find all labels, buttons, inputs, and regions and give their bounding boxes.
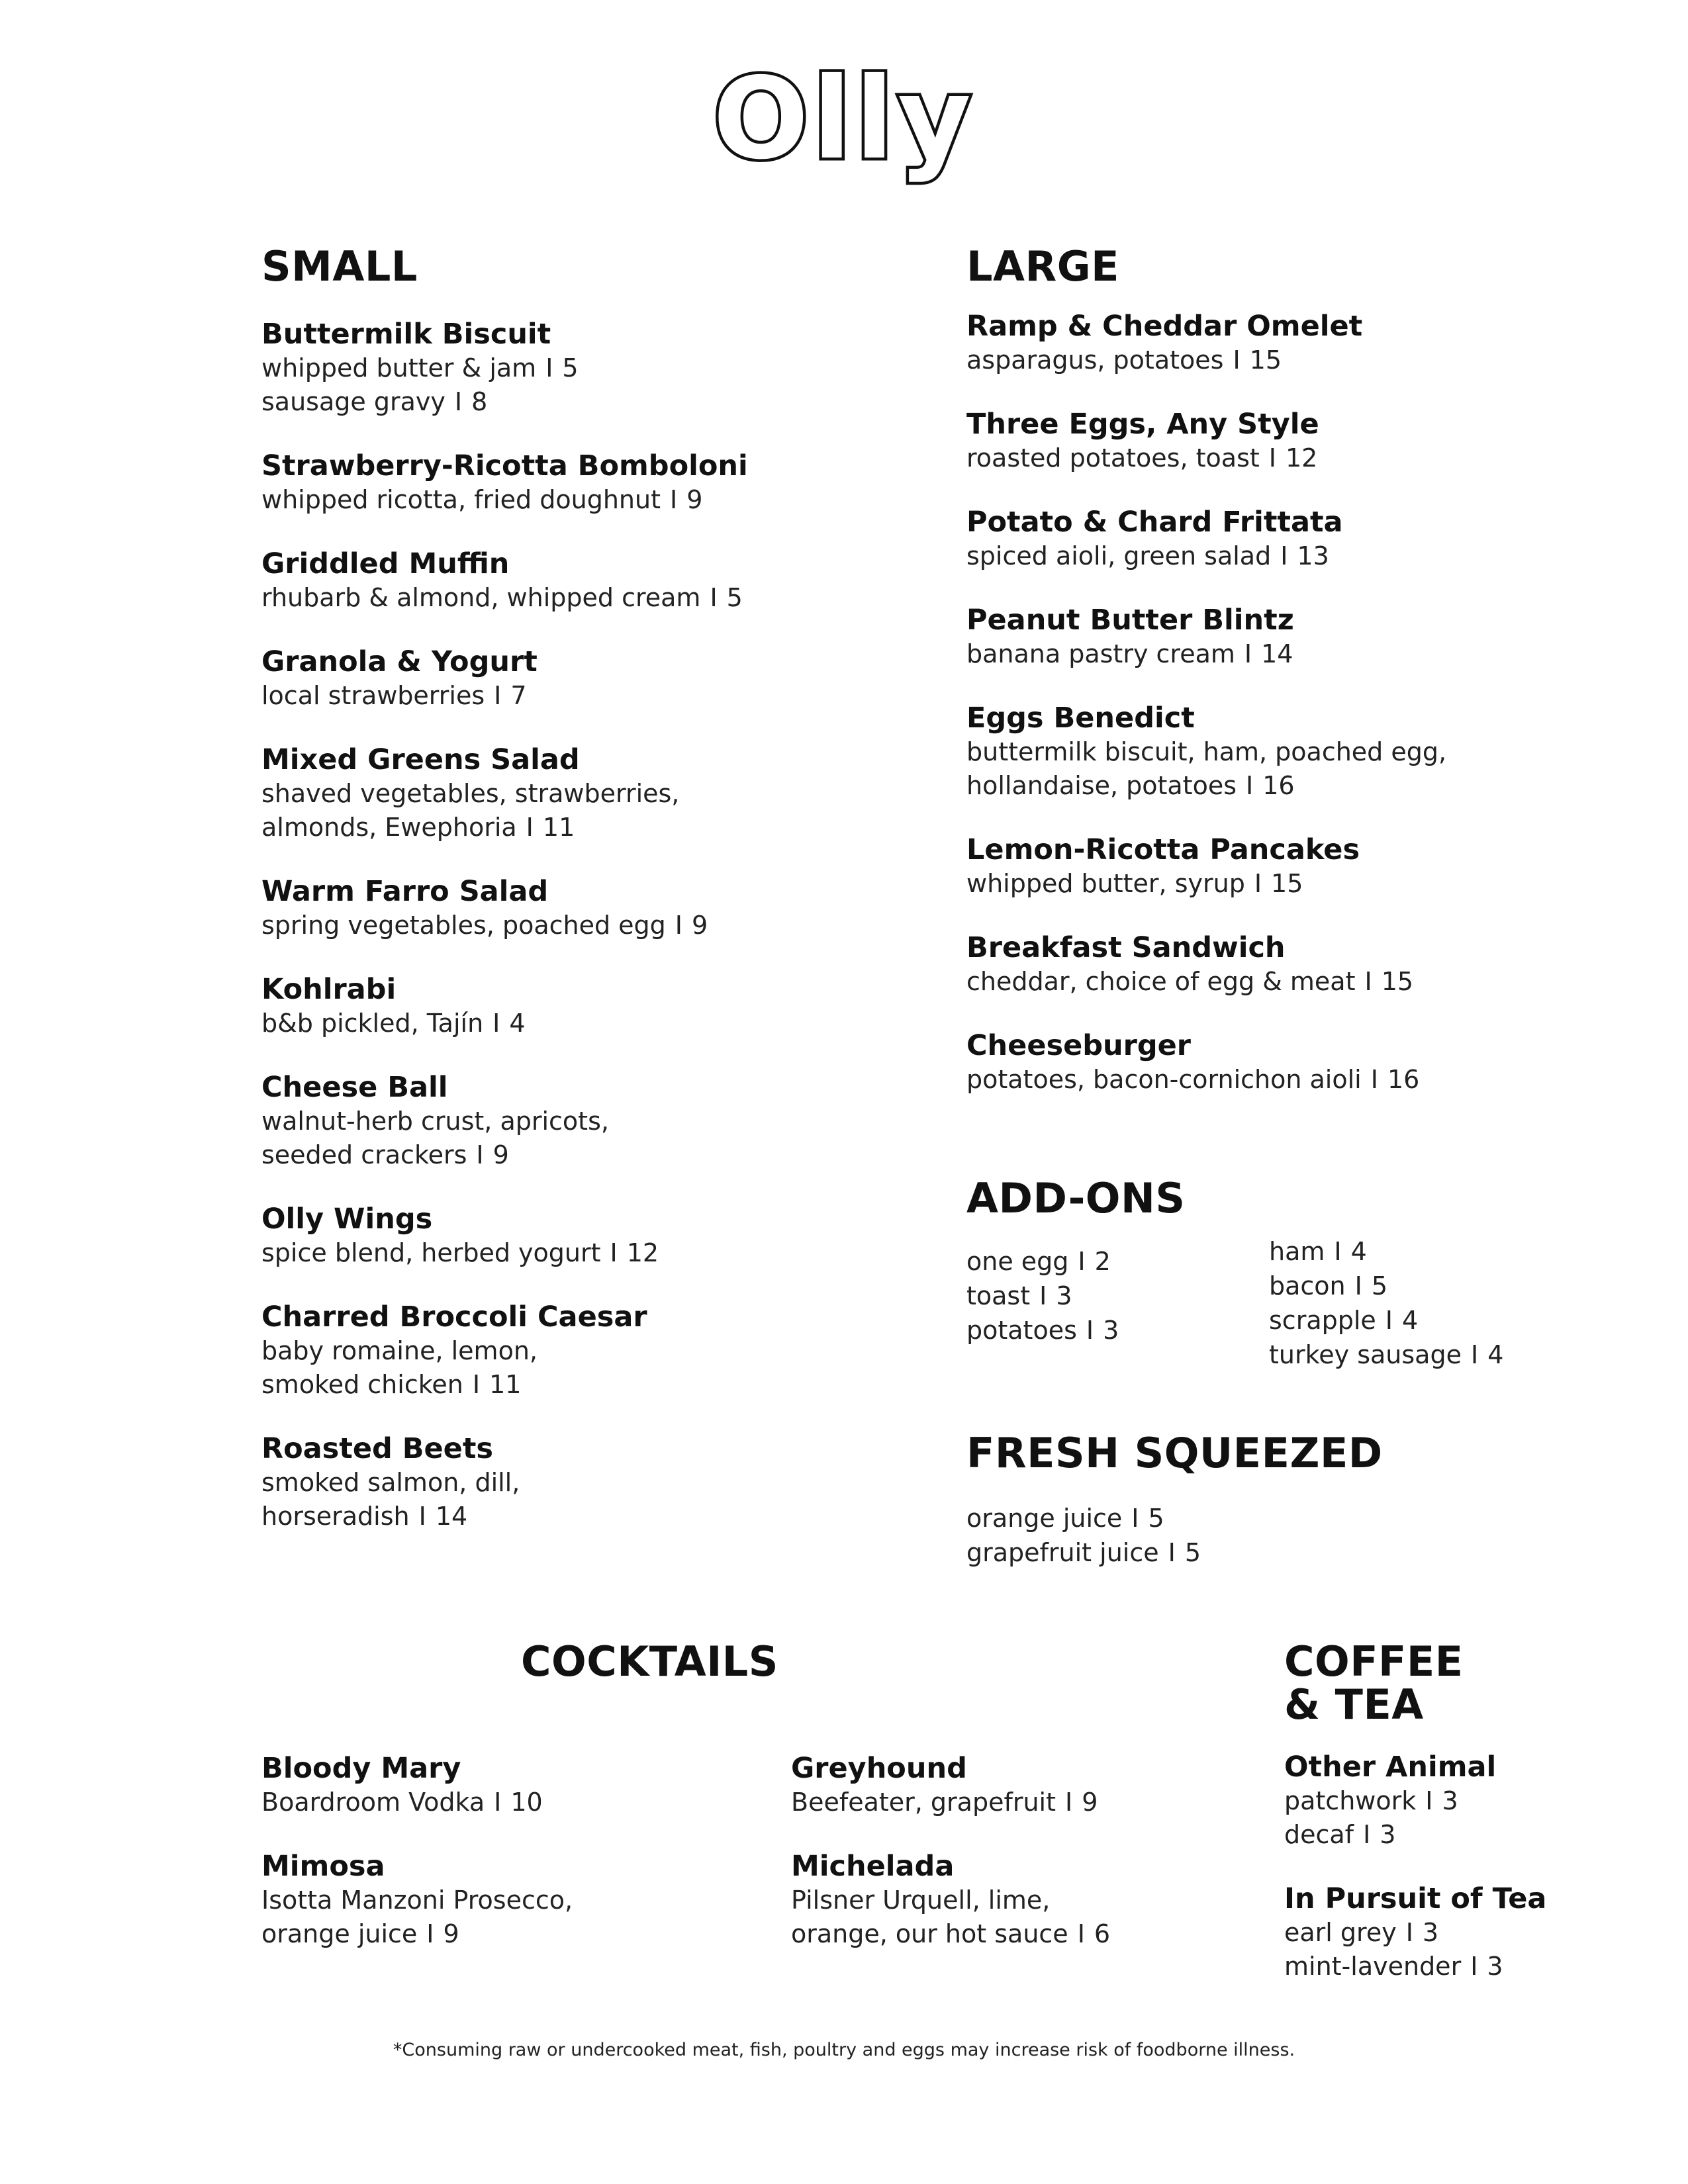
cocktails-list-left: [261, 1751, 573, 1951]
description-text: Boardroom Vodka: [261, 1788, 485, 1817]
price-separator: I: [1363, 1820, 1371, 1850]
price-separator: I: [1131, 1504, 1139, 1533]
description-text: smoked chicken: [261, 1370, 463, 1400]
small-item-list: [261, 317, 923, 1533]
item-description: [791, 1884, 1110, 1917]
large-section: [966, 242, 1628, 1097]
price-separator: I: [1364, 967, 1372, 997]
price-separator: I: [1280, 541, 1288, 571]
description-text: asparagus, potatoes: [966, 345, 1224, 375]
coffee-heading-line1: COFFEE: [1284, 1637, 1464, 1686]
item-description: [261, 1138, 923, 1172]
description-text: sausage gravy: [261, 387, 445, 417]
menu-item: [261, 1751, 573, 1819]
price-separator: I: [1334, 1237, 1342, 1266]
price: 5: [1184, 1538, 1201, 1567]
description-text: Pilsner Urquell, lime,: [791, 1886, 1051, 1915]
price: 9: [1082, 1788, 1098, 1817]
price: 16: [1387, 1065, 1420, 1095]
description-text: horseradish: [261, 1502, 410, 1531]
price: 6: [1094, 1919, 1111, 1948]
item-description: [261, 385, 923, 419]
item-description: [966, 1313, 1119, 1347]
item-description: [261, 811, 923, 844]
description-text: one egg: [966, 1247, 1069, 1276]
price: 4: [509, 1009, 526, 1038]
price-separator: I: [1254, 869, 1262, 899]
item-name: Charred Broccoli Caesar: [261, 1300, 647, 1334]
olly-logo: Olly: [713, 54, 975, 185]
price: 10: [510, 1788, 543, 1817]
item-description: [966, 1063, 1628, 1097]
description-text: grapefruit juice: [966, 1538, 1159, 1567]
price-separator: I: [526, 813, 534, 842]
price-separator: I: [454, 387, 463, 417]
large-heading: LARGE: [966, 242, 1119, 291]
item-name: Strawberry-Ricotta Bomboloni: [261, 449, 748, 483]
item-description: [1284, 1784, 1546, 1818]
menu-item: [261, 1849, 573, 1951]
item-description: [261, 909, 923, 942]
menu-item: [261, 1202, 923, 1270]
price-separator: I: [494, 1788, 502, 1817]
item-name: Kohlrabi: [261, 973, 397, 1007]
item-description: [1269, 1269, 1503, 1303]
price: 3: [1487, 1952, 1503, 1981]
menu-item: [966, 407, 1628, 475]
item-description: [261, 1236, 923, 1270]
description-text: baby romaine, lemon,: [261, 1336, 538, 1366]
item-name: Warm Farro Salad: [261, 875, 549, 909]
menu-item: [261, 972, 923, 1040]
item-description: [966, 1279, 1119, 1313]
price: 13: [1297, 541, 1329, 571]
description-text: whipped ricotta, fried doughnut: [261, 485, 661, 515]
menu-item: [791, 1751, 1110, 1819]
price-separator: I: [610, 1238, 618, 1268]
menu-item: [966, 1028, 1628, 1097]
price-separator: I: [1354, 1271, 1362, 1300]
menu-item: [261, 874, 923, 942]
item-description: [966, 1244, 1119, 1279]
description-text: spring vegetables, poached egg: [261, 911, 666, 940]
item-description: [1269, 1234, 1503, 1269]
description-text: almonds, Ewephoria: [261, 813, 517, 842]
price: 12: [1286, 443, 1318, 473]
description-text: spiced aioli, green salad: [966, 541, 1272, 571]
price: 3: [1422, 1918, 1439, 1948]
item-description: [261, 1500, 923, 1533]
item-description: [966, 965, 1628, 999]
item-description: [261, 581, 923, 615]
description-text: hollandaise, potatoes: [966, 771, 1237, 801]
description-text: buttermilk biscuit, ham, poached egg,: [966, 737, 1447, 767]
menu-item: [966, 309, 1628, 377]
price-separator: I: [1078, 1247, 1086, 1276]
price: 5: [1371, 1271, 1388, 1300]
item-description: [966, 539, 1628, 573]
menu-item: [791, 1849, 1110, 1951]
item-description: [1269, 1338, 1503, 1372]
item-name: Greyhound: [791, 1752, 967, 1785]
item-name: Lemon-Ricotta Pancakes: [966, 833, 1360, 867]
price: 9: [692, 911, 708, 940]
item-name: Peanut Butter Blintz: [966, 604, 1294, 637]
price-separator: I: [494, 681, 502, 711]
description-text: scrapple: [1269, 1306, 1376, 1335]
price: 9: [686, 485, 703, 515]
item-description: [261, 1884, 573, 1917]
item-description: [261, 679, 923, 713]
coffee-tea-heading: [1284, 1637, 1546, 1729]
price: 9: [492, 1140, 509, 1170]
item-name: Potato & Chard Frittata: [966, 506, 1343, 539]
price-separator: I: [1077, 1919, 1085, 1948]
item-name: Bloody Mary: [261, 1752, 461, 1785]
description-text: turkey sausage: [1269, 1340, 1462, 1369]
menu-item: [261, 1300, 923, 1402]
price-separator: I: [1425, 1786, 1433, 1816]
item-description: [1284, 1916, 1546, 1950]
price: 11: [489, 1370, 522, 1400]
menu-item: [261, 547, 923, 615]
price-separator: I: [1039, 1281, 1047, 1310]
description-text: bacon: [1269, 1271, 1346, 1300]
price: 9: [443, 1919, 459, 1948]
item-name: Cheeseburger: [966, 1029, 1192, 1063]
item-description: [261, 1334, 923, 1368]
item-name: Mixed Greens Salad: [261, 743, 580, 777]
menu-item: [1284, 1882, 1546, 1983]
item-name: Eggs Benedict: [966, 702, 1195, 735]
description-text: local strawberries: [261, 681, 485, 711]
price-separator: I: [1086, 1316, 1094, 1345]
coffee-heading-line2: & TEA: [1284, 1680, 1424, 1729]
menu-item: [966, 701, 1628, 803]
price: 15: [1271, 869, 1303, 899]
item-name: Buttermilk Biscuit: [261, 318, 551, 351]
item-description: [261, 1105, 923, 1138]
item-description: [261, 483, 923, 517]
foodborne-illness-disclaimer: *Consuming raw or undercooked meat, fish, poultry and eggs may increase risk of foodborne illness.: [393, 2040, 1295, 2060]
price-separator: I: [492, 1009, 500, 1038]
price-separator: I: [1065, 1788, 1073, 1817]
price-separator: I: [426, 1919, 434, 1948]
item-description: [966, 769, 1628, 803]
price: 4: [1402, 1306, 1419, 1335]
description-text: Isotta Manzoni Prosecco,: [261, 1886, 573, 1915]
coffee-tea-list: [1284, 1750, 1546, 1983]
description-text: patchwork: [1284, 1786, 1417, 1816]
item-description: [966, 867, 1628, 901]
price: 5: [562, 353, 579, 383]
price-separator: I: [1246, 771, 1254, 801]
item-name: Olly Wings: [261, 1203, 433, 1236]
item-description: [966, 343, 1628, 377]
item-name: In Pursuit of Tea: [1284, 1882, 1547, 1916]
fresh-squeezed-heading: FRESH SQUEEZED: [966, 1429, 1383, 1477]
item-description: [1269, 1303, 1503, 1338]
item-name: Ramp & Cheddar Omelet: [966, 310, 1363, 343]
price: 15: [1249, 345, 1282, 375]
description-text: orange, our hot sauce: [791, 1919, 1068, 1948]
item-description: [261, 777, 923, 811]
description-text: spice blend, herbed yogurt: [261, 1238, 601, 1268]
item-description: [791, 1917, 1110, 1951]
description-text: smoked salmon, dill,: [261, 1468, 520, 1498]
price-separator: I: [1405, 1918, 1413, 1948]
price-separator: I: [1385, 1306, 1393, 1335]
description-text: shaved vegetables, strawberries,: [261, 779, 680, 809]
description-text: earl grey: [1284, 1918, 1397, 1948]
price: 4: [1487, 1340, 1504, 1369]
item-description: [966, 1501, 1201, 1535]
price-separator: I: [1244, 639, 1252, 669]
price: 11: [542, 813, 575, 842]
item-name: Roasted Beets: [261, 1432, 493, 1466]
item-description: [1284, 1950, 1546, 1983]
price: 3: [1380, 1820, 1396, 1850]
price-separator: I: [1233, 345, 1241, 375]
price-separator: I: [545, 353, 553, 383]
item-description: [261, 1917, 573, 1951]
price-separator: I: [472, 1370, 481, 1400]
addons-heading: ADD-ONS: [966, 1174, 1186, 1222]
description-text: walnut-herb crust, apricots,: [261, 1107, 609, 1136]
menu-item: [261, 317, 923, 419]
description-text: roasted potatoes, toast: [966, 443, 1260, 473]
item-description: [261, 1368, 923, 1402]
price: 15: [1381, 967, 1414, 997]
description-text: decaf: [1284, 1820, 1354, 1850]
item-name: Cheese Ball: [261, 1071, 448, 1105]
price-separator: I: [418, 1502, 426, 1531]
price-separator: I: [1470, 1340, 1479, 1369]
item-description: [261, 1466, 923, 1500]
price-separator: I: [675, 911, 683, 940]
item-description: [966, 735, 1628, 769]
price-separator: I: [710, 583, 718, 613]
price: 5: [1148, 1504, 1164, 1533]
price: 3: [1103, 1316, 1119, 1345]
menu-item: [261, 1432, 923, 1533]
description-text: potatoes: [966, 1316, 1077, 1345]
description-text: b&b pickled, Tajín: [261, 1009, 484, 1038]
item-description: [261, 351, 923, 385]
description-text: mint-lavender: [1284, 1952, 1462, 1981]
menu-item: [261, 743, 923, 844]
price: 3: [1056, 1281, 1072, 1310]
price: 4: [1350, 1237, 1367, 1266]
description-text: cheddar, choice of egg & meat: [966, 967, 1356, 997]
item-description: [966, 637, 1628, 671]
item-description: [791, 1786, 1110, 1819]
description-text: banana pastry cream: [966, 639, 1235, 669]
large-item-list: [966, 309, 1628, 1097]
item-name: Granola & Yogurt: [261, 645, 538, 679]
item-name: Mimosa: [261, 1850, 385, 1883]
item-description: [966, 441, 1628, 475]
menu-item: [261, 645, 923, 713]
coffee-tea-section: [1284, 1637, 1547, 1983]
description-text: Beefeater, grapefruit: [791, 1788, 1056, 1817]
price: 8: [471, 387, 488, 417]
cocktails-list-right: [791, 1751, 1110, 1951]
price: 2: [1094, 1247, 1111, 1276]
price-separator: I: [1470, 1952, 1478, 1981]
description-text: toast: [966, 1281, 1031, 1310]
menu-item: [261, 1070, 923, 1172]
price-separator: I: [1370, 1065, 1378, 1095]
description-text: whipped butter & jam: [261, 353, 537, 383]
description-text: orange juice: [966, 1504, 1123, 1533]
price-separator: I: [669, 485, 678, 515]
price: 16: [1262, 771, 1295, 801]
item-description: [261, 1007, 923, 1040]
price: 14: [435, 1502, 468, 1531]
item-description: [1284, 1818, 1546, 1852]
price-separator: I: [476, 1140, 484, 1170]
description-text: ham: [1269, 1237, 1325, 1266]
small-section: [261, 242, 923, 1533]
item-description: [261, 1786, 573, 1819]
item-name: Griddled Muffin: [261, 547, 510, 581]
item-description: [966, 1535, 1201, 1570]
price: 14: [1261, 639, 1293, 669]
menu-item: [966, 603, 1628, 671]
description-text: seeded crackers: [261, 1140, 467, 1170]
item-name: Other Animal: [1284, 1751, 1497, 1784]
price-separator: I: [1168, 1538, 1176, 1567]
menu-item: [966, 505, 1628, 573]
description-text: rhubarb & almond, whipped cream: [261, 583, 701, 613]
description-text: potatoes, bacon-cornichon aioli: [966, 1065, 1362, 1095]
addons-list-left: [966, 1244, 1119, 1347]
price: 12: [626, 1238, 659, 1268]
description-text: whipped butter, syrup: [966, 869, 1245, 899]
item-name: Michelada: [791, 1850, 955, 1883]
item-name: Three Eggs, Any Style: [966, 408, 1319, 441]
price: 5: [726, 583, 743, 613]
fresh-squeezed-list: [966, 1501, 1201, 1570]
menu-item: [261, 449, 923, 517]
price: 3: [1442, 1786, 1458, 1816]
addons-list-right: [1269, 1234, 1503, 1372]
menu-item: [1284, 1750, 1546, 1852]
small-heading: SMALL: [261, 242, 418, 291]
menu-item: [966, 931, 1628, 999]
cocktails-heading: COCKTAILS: [521, 1637, 778, 1686]
menu-item: [966, 833, 1628, 901]
item-name: Breakfast Sandwich: [966, 931, 1286, 965]
price: 7: [510, 681, 527, 711]
price-separator: I: [1268, 443, 1276, 473]
description-text: orange juice: [261, 1919, 418, 1948]
